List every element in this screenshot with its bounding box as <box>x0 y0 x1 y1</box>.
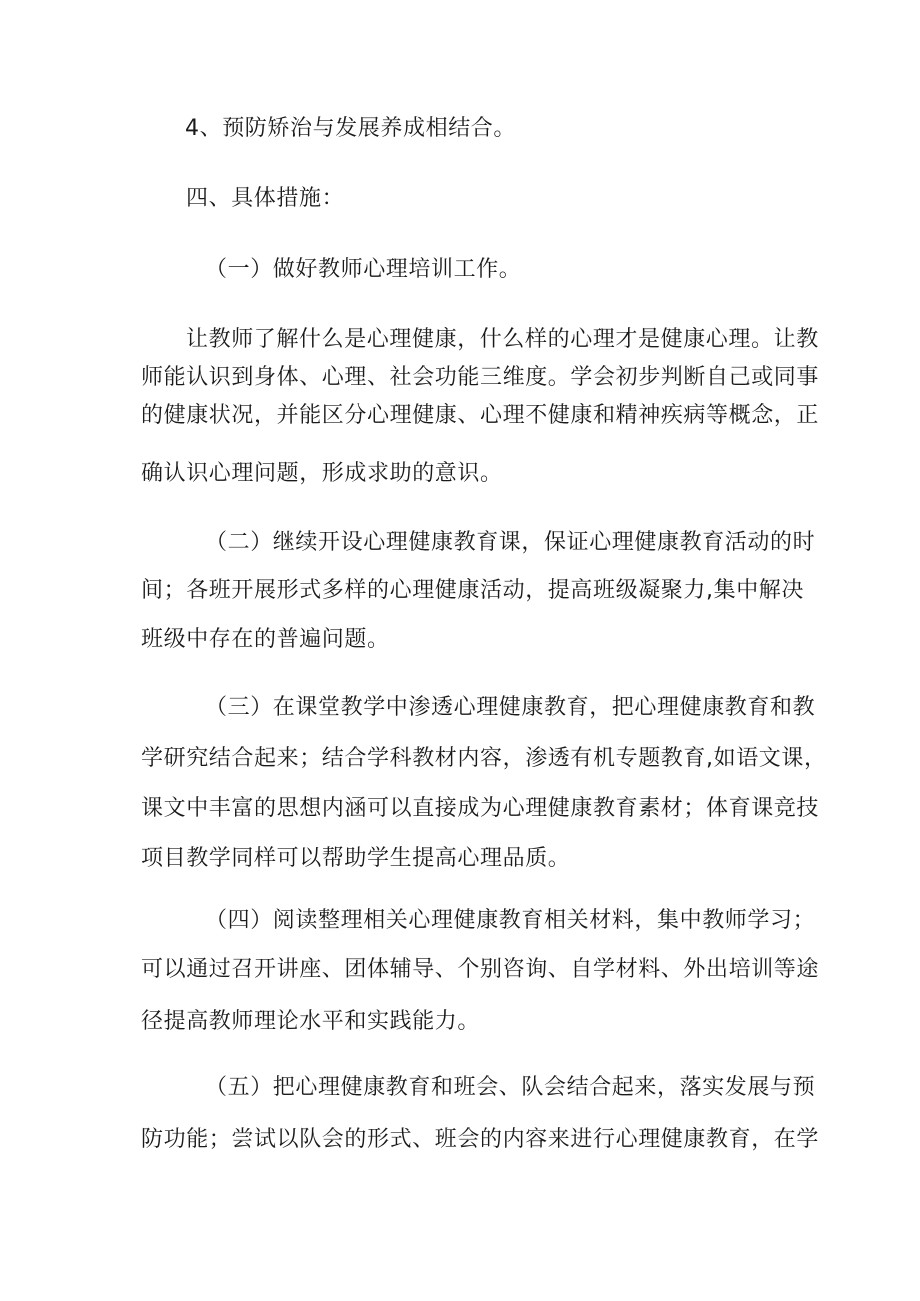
measure-5-line-2: 防功能；尝试以队会的形式、班会的内容来进行心理健康教育，在学 <box>141 1127 820 1152</box>
measure-4-line-3: 径提高教师理论水平和实践能力。 <box>141 1009 481 1034</box>
measure-1-body-line-4: 确认识心理问题，形成求助的意识。 <box>141 461 503 486</box>
measure-3-line-2: 学研究结合起来；结合学科教材内容，渗透有机专题教育,如语文课， <box>141 746 827 771</box>
section-4-heading: 四、具体措施： <box>186 186 345 211</box>
measure-3-line-3: 课文中丰富的思想内涵可以直接成为心理健康教育素材；体育课竞技 <box>141 796 820 821</box>
measure-1-body-line-3: 的健康状况，并能区分心理健康、心理不健康和精神疾病等概念，正 <box>141 403 820 428</box>
measure-1-body-line-1: 让教师了解什么是心理健康，什么样的心理才是健康心理。让教 <box>186 327 819 352</box>
principle-4-line: 4、预防矫治与发展养成相结合。 <box>185 116 516 141</box>
measure-4-line-2: 可以通过召开讲座、团体辅导、个别咨询、自学材料、外出培训等途 <box>141 957 820 982</box>
measure-3-line-1: （三）在课堂教学中渗透心理健康教育，把心理健康教育和教 <box>205 695 816 720</box>
measure-5-line-1: （五）把心理健康教育和班会、队会结合起来，落实发展与预 <box>205 1075 816 1100</box>
measure-2-line-1: （二）继续开设心理健康教育课，保证心理健康教育活动的时 <box>205 530 816 555</box>
measure-2-line-2: 间；各班开展形式多样的心理健康活动，提高班级凝聚力,集中解决 <box>141 578 804 603</box>
measure-4-line-1: （四）阅读整理相关心理健康教育相关材料，集中教师学习； <box>205 908 816 933</box>
measure-1-body-line-2: 师能认识到身体、心理、社会功能三维度。学会初步判断自己或同事 <box>141 365 820 390</box>
measure-2-line-3: 班级中存在的普遍问题。 <box>141 627 390 652</box>
measure-1-heading: （一）做好教师心理培训工作。 <box>205 257 522 282</box>
measure-3-line-4: 项目教学同样可以帮助学生提高心理品质。 <box>141 846 571 871</box>
